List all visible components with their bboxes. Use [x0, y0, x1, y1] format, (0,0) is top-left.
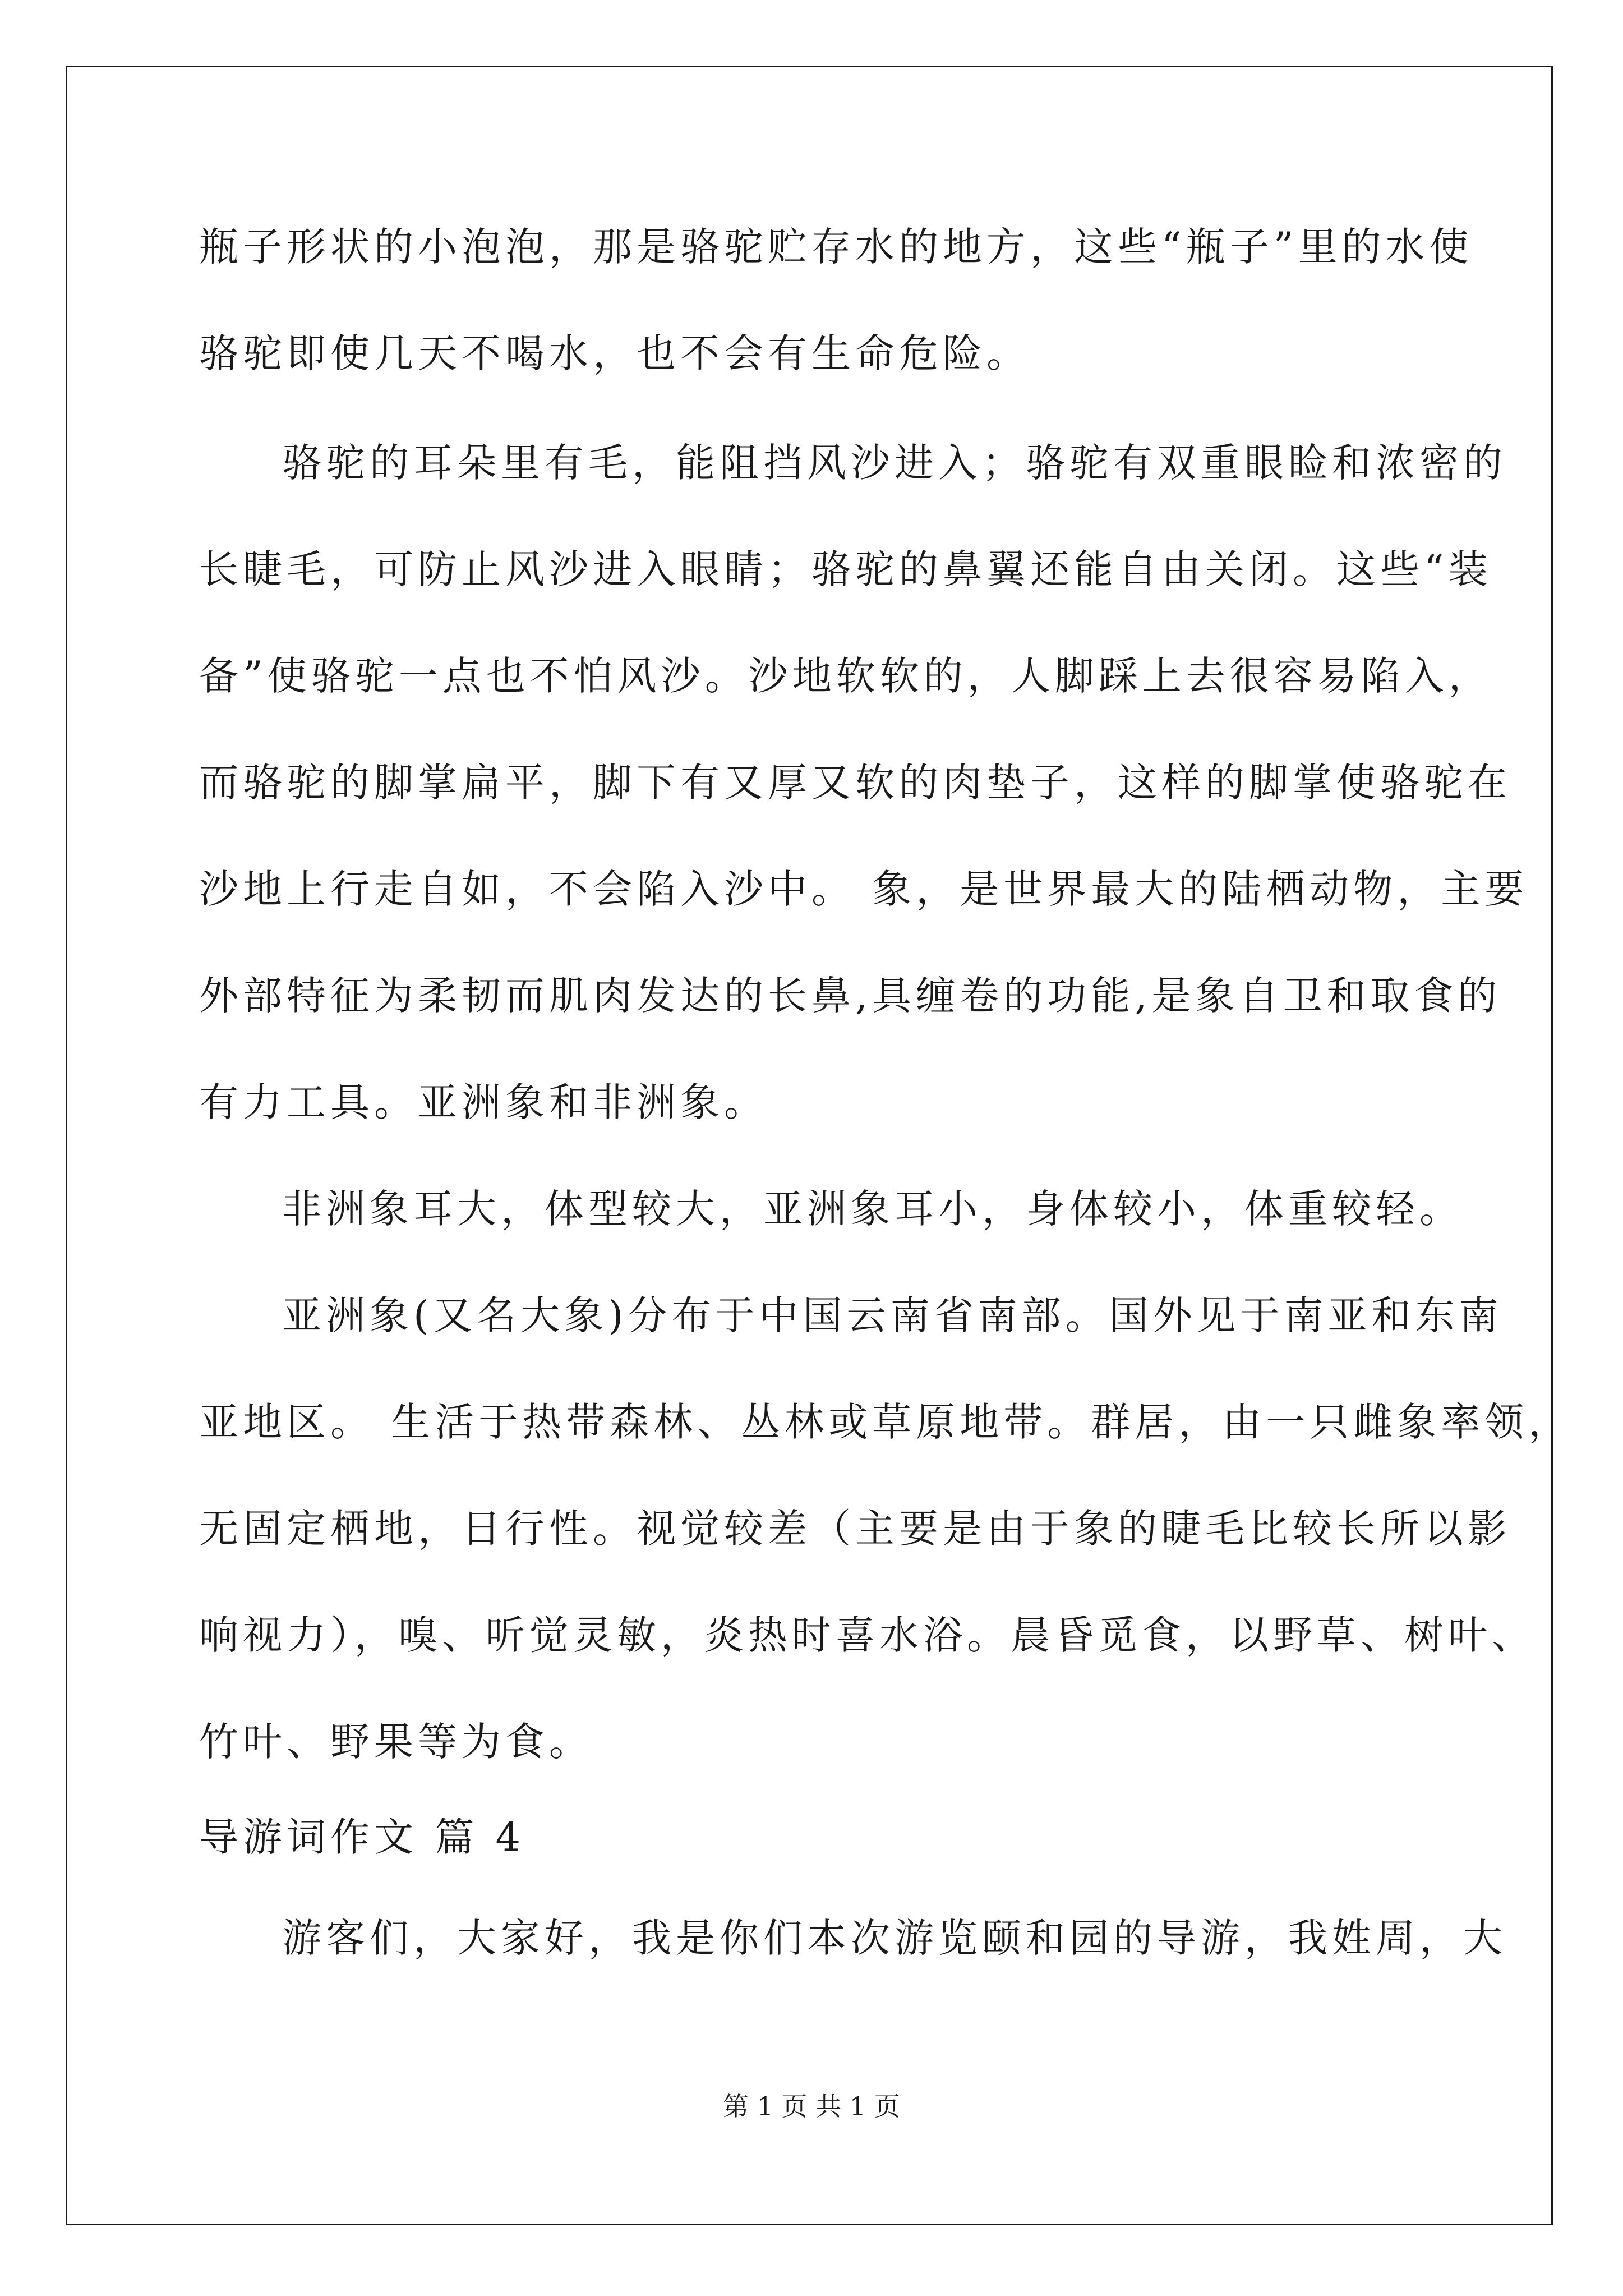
text-line: 亚洲象(又名大象)分布于中国云南省南部。国外见于南亚和东南: [282, 1292, 1503, 1338]
section-heading: 导游词作文 篇 4: [199, 1814, 525, 1860]
text-line: 竹叶、野果等为食。: [199, 1719, 593, 1765]
text-line: 响视力），嗅、听觉灵敏，炎热时喜水浴。晨昏觅食，以野草、树叶、: [199, 1612, 1536, 1658]
text-line: 备”使骆驼一点也不怕风沙。沙地软软的，人脚踩上去很容易陷入，: [199, 653, 1492, 699]
text-line: 有力工具。亚洲象和非洲象。: [199, 1079, 768, 1125]
text-line: 无固定栖地，日行性。视觉较差（主要是由于象的睫毛比较长所以影: [199, 1506, 1511, 1552]
text-line: 而骆驼的脚掌扁平，脚下有又厚又软的肉垫子，这样的脚掌使骆驼在: [199, 760, 1511, 806]
text-line: 外部特征为柔韧而肌肉发达的长鼻,具缠卷的功能,是象自卫和取食的: [199, 973, 1502, 1019]
text-line: 游客们，大家好，我是你们本次游览颐和园的导游，我姓周，大: [282, 1915, 1507, 1961]
page-number: 第 1 页 共 1 页: [723, 2091, 900, 2122]
text-line: 非洲象耳大，体型较大，亚洲象耳小，身体较小，体重较轻。: [282, 1186, 1463, 1232]
text-line: 沙地上行走自如，不会陷入沙中。 象，是世界最大的陆栖动物，主要: [199, 866, 1529, 912]
text-line: 瓶子形状的小泡泡，那是骆驼贮存水的地方，这些“瓶子”里的水使: [199, 224, 1473, 270]
text-line: 骆驼即使几天不喝水，也不会有生命危险。: [199, 330, 1030, 376]
page-border: [66, 66, 1553, 2225]
text-line: 亚地区。 生活于热带森林、丛林或草原地带。群居，由一只雌象率领，: [199, 1399, 1573, 1445]
text-line: 长睫毛，可防止风沙进入眼睛；骆驼的鼻翼还能自由关闭。这些“装: [199, 546, 1492, 592]
text-line: 骆驼的耳朵里有毛，能阻挡风沙进入；骆驼有双重眼睑和浓密的: [282, 440, 1507, 486]
